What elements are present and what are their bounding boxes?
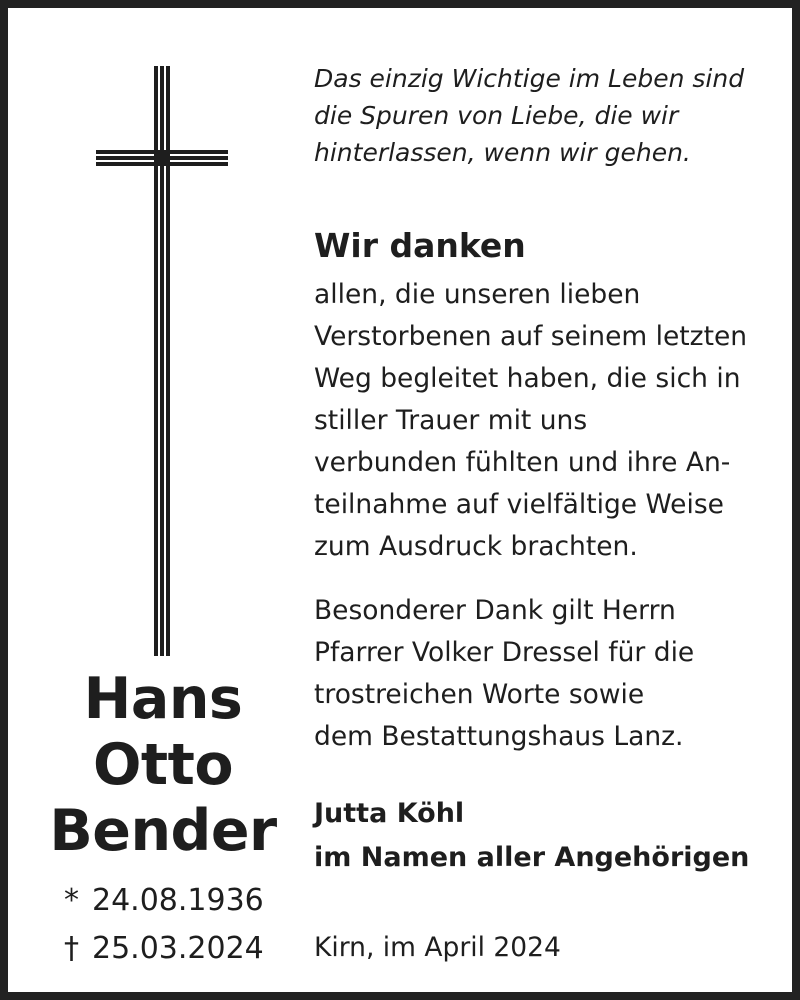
- special-thanks-paragraph: [314, 590, 794, 758]
- birth-date-line: [64, 882, 264, 920]
- signer-block: [314, 792, 794, 880]
- thanks-line: verbunden fühlten und ihre An-: [314, 447, 731, 478]
- quote-line: die Spuren von Liebe, die wir: [314, 101, 679, 130]
- thanks-paragraph: [314, 274, 794, 568]
- deceased-first-name: Hans: [83, 666, 243, 732]
- special-thanks-line: dem Bestattungshaus Lanz.: [314, 721, 684, 752]
- signer-on-behalf: im Namen aller Angehörigen: [314, 842, 750, 873]
- thanks-line: Verstorbenen auf seinem letzten: [314, 321, 748, 352]
- memorial-quote: [314, 60, 794, 171]
- thanks-line: Weg begleitet haben, die sich in: [314, 363, 741, 394]
- deceased-last-name: Bender: [49, 798, 277, 864]
- thanks-line: stiller Trauer mit uns: [314, 405, 588, 436]
- special-thanks-line: trostreichen Worte sowie: [314, 679, 645, 710]
- birth-symbol: *: [64, 883, 79, 918]
- thanks-line: allen, die unseren lieben: [314, 279, 641, 310]
- death-date: 25.03.2024: [92, 931, 264, 966]
- thanks-line: zum Ausdruck brachten.: [314, 531, 638, 562]
- deceased-middle-name: Otto: [92, 732, 234, 798]
- death-date-line: [64, 930, 264, 968]
- thanks-heading: Wir danken: [314, 226, 526, 265]
- signer-name: Jutta Köhl: [314, 798, 465, 829]
- birth-date: 24.08.1936: [92, 883, 264, 918]
- thanks-line: teilnahme auf vielfältige Weise: [314, 489, 724, 520]
- special-thanks-line: Pfarrer Volker Dressel für die: [314, 637, 695, 668]
- place-and-date: Kirn, im April 2024: [314, 932, 561, 963]
- death-symbol: †: [64, 931, 79, 966]
- quote-line: Das einzig Wichtige im Leben sind: [314, 64, 745, 93]
- cross-icon: [92, 66, 232, 656]
- special-thanks-line: Besonderer Dank gilt Herrn: [314, 595, 676, 626]
- quote-line: hinterlassen, wenn wir gehen.: [314, 138, 691, 167]
